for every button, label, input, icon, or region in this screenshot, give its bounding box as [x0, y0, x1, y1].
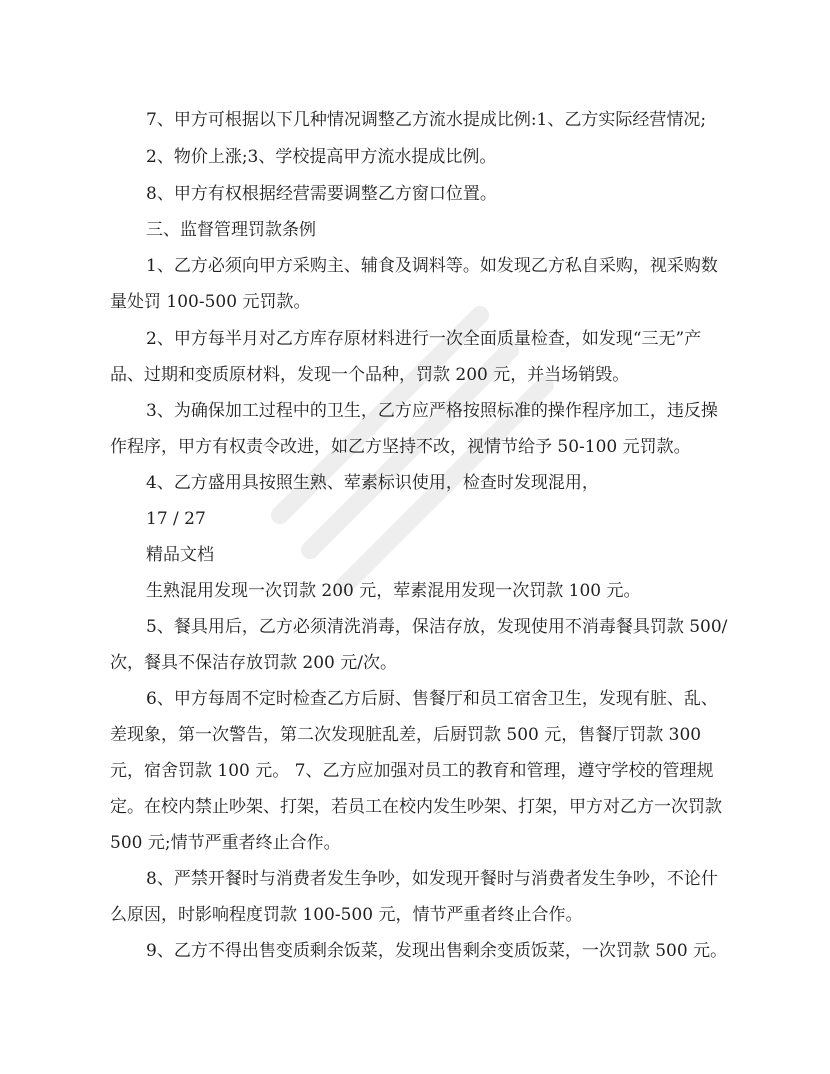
paragraph-line: 5、餐具用后，乙方必须清洗消毒，保洁存放，发现使用不消毒餐具罚款 500/: [146, 617, 728, 637]
paragraph-line: 元，宿舍罚款 100 元。 7、乙方应加强对员工的教育和管理，遵守学校的管理规: [110, 761, 714, 781]
paragraph-line: 么原因，时影响程度罚款 100-500 元，情节严重者终止合作。: [110, 905, 583, 925]
paragraph-line: 8、严禁开餐时与消费者发生争吵，如发现开餐时与消费者发生争吵，不论什: [146, 869, 718, 889]
paragraph-line: 9、乙方不得出售变质剩余饭菜，发现出售剩余变质饭菜，一次罚款 500 元。: [146, 941, 728, 961]
paragraph-line: 次，餐具不保洁存放罚款 200 元/次。: [110, 653, 397, 673]
document-label: 精品文档: [146, 545, 214, 565]
section-heading: 三、监督管理罚款条例: [146, 220, 316, 240]
paragraph-line: 500 元;情节严重者终止合作。: [110, 833, 341, 853]
paragraph-line: 定。在校内禁止吵架、打架，若员工在校内发生吵架、打架，甲方对乙方一次罚款: [110, 797, 722, 817]
paragraph-line: 1、乙方必须向甲方采购主、辅食及调料等。如发现乙方私自采购，视采购数: [146, 256, 718, 276]
paragraph-line: 2、物价上涨;3、学校提高甲方流水提成比例。: [146, 147, 497, 167]
paragraph-line: 6、甲方每周不定时检查乙方后厨、售餐厅和员工宿舍卫生，发现有脏、乱、: [146, 689, 718, 709]
page-number: 17 / 27: [146, 509, 206, 529]
paragraph-line: 品、过期和变质原材料，发现一个品种，罚款 200 元，并当场销毁。: [110, 365, 630, 385]
paragraph-line: 4、乙方盛用具按照生熟、荤素标识使用，检查时发现混用，: [146, 473, 599, 493]
paragraph-line: 2、甲方每半月对乙方库存原材料进行一次全面质量检查，如发现“三无”产: [146, 329, 702, 349]
paragraph-line: 3、为确保加工过程中的卫生，乙方应严格按照标准的操作程序加工，违反操: [146, 401, 718, 421]
paragraph-line: 作程序，甲方有权责令改进，如乙方坚持不改，视情节给予 50-100 元罚款。: [110, 437, 691, 457]
paragraph-line: 差现象，第一次警告，第二次发现脏乱差，后厨罚款 500 元，售餐厅罚款 300: [110, 725, 702, 745]
paragraph-line: 量处罚 100-500 元罚款。: [110, 292, 311, 312]
paragraph-line: 8、甲方有权根据经营需要调整乙方窗口位置。: [146, 184, 497, 204]
paragraph-line: 7、甲方可根据以下几种情况调整乙方流水提成比例:1、乙方实际经营情况;: [146, 110, 707, 130]
paragraph-line: 生熟混用发现一次罚款 200 元，荤素混用发现一次罚款 100 元。: [146, 581, 641, 601]
